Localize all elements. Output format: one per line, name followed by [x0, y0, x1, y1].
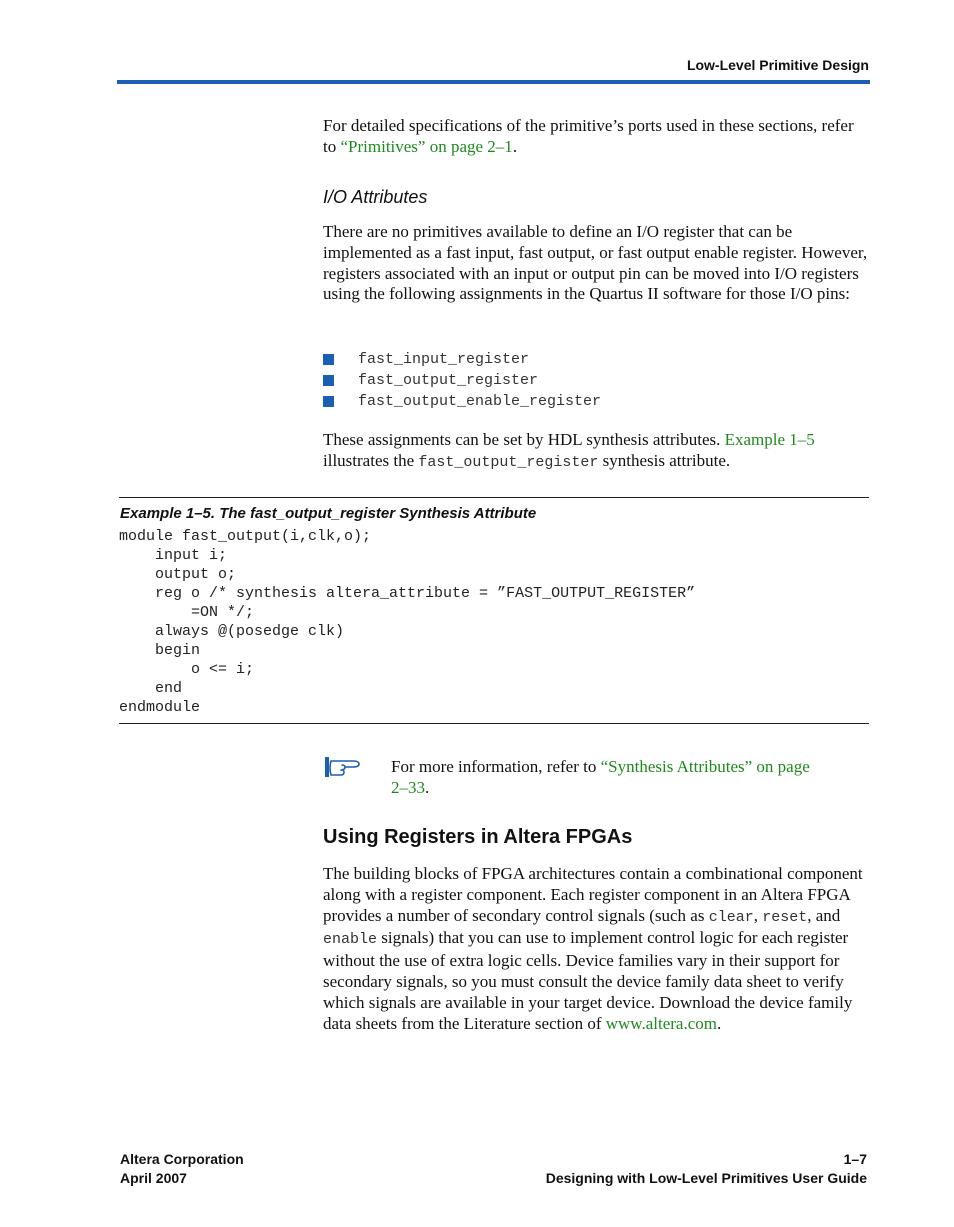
- io-attributes-paragraph: There are no primitives available to define an I/O register that can be implemented as a fast input, fast output, or fast output enable register. However, registers associated with an input or output pin can be moved into I/O registers using the following assignments in the Quartus II software for those I/O pins:: [323, 222, 868, 304]
- example-top-rule: [119, 497, 869, 498]
- code-line: reg o /* synthesis altera_attribute = ”FAST_OUTPUT_REGISTER”: [119, 585, 696, 602]
- section-heading: Using Registers in Altera FPGAs: [323, 826, 633, 848]
- paragraph-text: These assignments can be set by HDL synthesis attributes.: [323, 430, 725, 449]
- synthesis-attributes-link[interactable]: “Synthesis Attributes” on page 2–33: [391, 757, 810, 797]
- altera-website-link[interactable]: www.altera.com: [605, 1013, 717, 1033]
- code-line: module fast_output(i,clk,o);: [119, 528, 372, 545]
- footer-guide-title: Designing with Low-Level Primitives User Guide: [545, 1170, 867, 1186]
- code-line: o <= i;: [119, 661, 255, 678]
- code-line: end: [119, 680, 183, 697]
- list-item-text: fast_input_register: [358, 351, 530, 368]
- square-bullet-icon: [323, 396, 334, 407]
- io-attributes-heading: I/O Attributes: [323, 187, 428, 207]
- header-rule: [117, 80, 870, 84]
- paragraph-text: signals) that you can use to implement control logic for each register without the use of extra logic cells. Device families vary in their support for secondary signals, so you must consult the device family data sheet to verify which signals are available in your target device. Download the device family data sheets from the Literature section of: [323, 928, 853, 1033]
- paragraph-text: The building blocks of FPGA architectures contain a combinational component along with a register component. Each register component in an Altera FPGA provides a number of secondary control signals (such as: [323, 864, 863, 925]
- inline-code: clear: [708, 908, 754, 926]
- paragraph-text: synthesis attribute.: [598, 450, 731, 470]
- primitives-link[interactable]: “Primitives” on page 2–1: [340, 136, 513, 156]
- square-bullet-icon: [323, 375, 334, 386]
- intro-paragraph: [323, 116, 871, 158]
- assignments-paragraph: [323, 430, 871, 474]
- assignment-list: [323, 349, 601, 412]
- list-item: [323, 391, 601, 412]
- footer-right: [546, 1150, 867, 1188]
- inline-code: fast_output_register: [418, 453, 599, 471]
- paragraph-text: illustrates the: [323, 450, 419, 470]
- code-line: output o;: [119, 566, 237, 583]
- footer-date: April 2007: [120, 1170, 187, 1186]
- list-item-text: fast_output_register: [358, 372, 539, 389]
- example-link[interactable]: Example 1–5: [724, 430, 815, 449]
- code-line: endmodule: [119, 699, 201, 716]
- paragraph-text: ,: [753, 905, 763, 925]
- paragraph-end: .: [717, 1013, 722, 1033]
- example-bottom-rule: [119, 723, 869, 724]
- list-item-text: fast_output_enable_register: [358, 393, 602, 410]
- page-header-title: Low-Level Primitive Design: [686, 57, 869, 73]
- inline-code: reset: [762, 908, 808, 926]
- footer-page-number: 1–7: [843, 1151, 867, 1167]
- footer-company: Altera Corporation: [120, 1151, 244, 1167]
- example-title: Example 1–5. The fast_output_register Synthesis Attribute: [120, 505, 537, 522]
- registers-paragraph: [323, 864, 871, 1034]
- footer-left: [120, 1150, 244, 1188]
- square-bullet-icon: [323, 354, 334, 365]
- inline-code: enable: [323, 931, 378, 949]
- intro-end: .: [512, 136, 518, 156]
- intro-text: For detailed specifications of the primitive’s ports used in these sections, refer to: [323, 116, 854, 156]
- code-line: always @(posedge clk): [119, 623, 345, 640]
- code-block: [119, 527, 695, 717]
- list-item: [323, 370, 601, 391]
- note-text: [391, 756, 831, 798]
- paragraph-text: , and: [807, 905, 841, 925]
- code-line: begin: [119, 642, 201, 659]
- code-line: input i;: [119, 547, 228, 564]
- code-line: =ON */;: [119, 604, 255, 621]
- note-text-end: .: [425, 778, 430, 797]
- pointing-hand-icon: [323, 755, 363, 781]
- list-item: [323, 349, 601, 370]
- note-text-body: For more information, refer to: [391, 757, 601, 776]
